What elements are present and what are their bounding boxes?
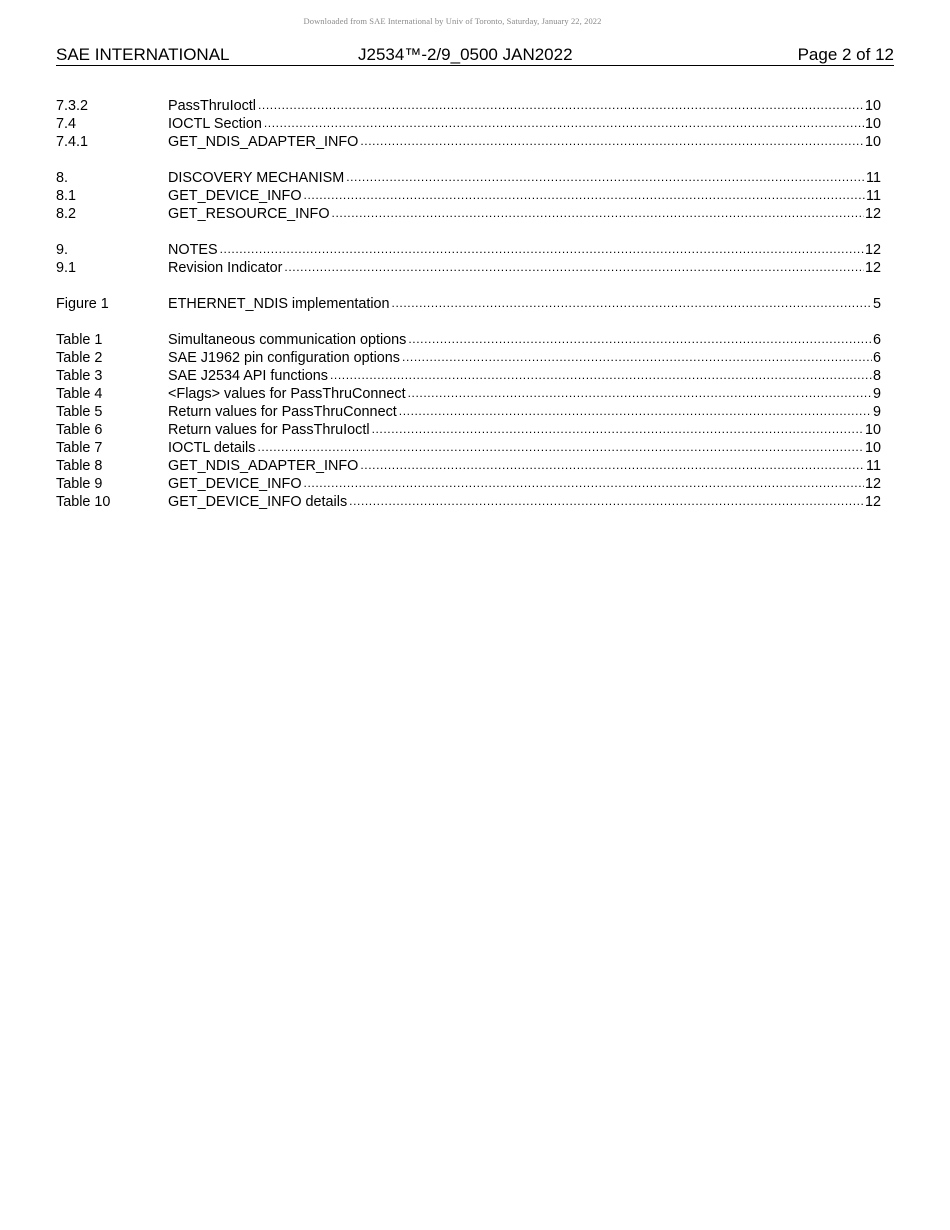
toc-dot-leader [258, 96, 864, 114]
toc-entry-number: Table 9 [56, 476, 103, 492]
toc-entry[interactable] [56, 241, 881, 259]
toc-entry-number: Table 4 [56, 386, 103, 402]
toc-entry-title[interactable]: GET_DEVICE_INFO [168, 188, 302, 204]
toc-entry-number: 9.1 [56, 260, 77, 276]
toc-entry-number: Table 5 [56, 404, 103, 420]
toc-entry-title[interactable]: NOTES [168, 242, 218, 258]
header-document-id: J2534™-2/9_0500 JAN2022 [358, 45, 573, 64]
toc-entry-number: 9. [56, 242, 69, 258]
toc-entry-number: 7.4 [56, 116, 77, 132]
toc-dot-leader [408, 384, 872, 402]
running-header [56, 45, 894, 66]
toc-dot-leader [304, 474, 864, 492]
toc-group [56, 241, 881, 277]
toc-dot-leader [284, 258, 864, 276]
header-page-number: Page 2 of 12 [797, 45, 894, 64]
toc-group [56, 331, 881, 511]
toc-dot-leader [257, 438, 864, 456]
toc-entry-page: 6 [872, 332, 881, 348]
toc-entry-page: 11 [866, 188, 881, 204]
toc-dot-leader [330, 366, 872, 384]
toc-entry[interactable] [56, 457, 881, 475]
toc-entry-page: 11 [866, 170, 881, 186]
toc-entry-page: 11 [866, 458, 881, 474]
toc-entry-page: 12 [864, 206, 881, 222]
toc-entry-title[interactable]: ETHERNET_NDIS implementation [168, 296, 390, 312]
toc-entry[interactable] [56, 439, 881, 457]
toc-dot-leader [304, 186, 866, 204]
toc-entry-number: Table 2 [56, 350, 103, 366]
header-organization: SAE INTERNATIONAL [56, 45, 230, 64]
toc-entry[interactable] [56, 169, 881, 187]
download-watermark: Downloaded from SAE International by Univ of Toronto, Saturday, January 22, 2022 [303, 16, 602, 26]
toc-entry-title[interactable]: IOCTL details [168, 440, 256, 456]
toc-entry-title[interactable]: Return values for PassThruIoctl [168, 422, 370, 438]
toc-entry-title[interactable]: IOCTL Section [168, 116, 262, 132]
toc-entry-title[interactable]: GET_NDIS_ADAPTER_INFO [168, 458, 359, 474]
toc-entry[interactable] [56, 331, 881, 349]
toc-entry-page: 12 [864, 260, 881, 276]
toc-entry[interactable] [56, 133, 881, 151]
toc-entry-page: 5 [872, 296, 881, 312]
toc-entry-title[interactable]: GET_RESOURCE_INFO [168, 206, 330, 222]
toc-entry[interactable] [56, 493, 881, 511]
toc-entry-number: Table 8 [56, 458, 103, 474]
toc-entry-page: 10 [864, 134, 881, 150]
toc-entry-number: 7.4.1 [56, 134, 89, 150]
toc-dot-leader [372, 420, 864, 438]
toc-entry[interactable] [56, 187, 881, 205]
toc-entry[interactable] [56, 367, 881, 385]
toc-entry[interactable] [56, 421, 881, 439]
toc-dot-leader [402, 348, 872, 366]
toc-entry[interactable] [56, 385, 881, 403]
toc-dot-leader [360, 456, 865, 474]
toc-entry-title[interactable]: GET_DEVICE_INFO details [168, 494, 348, 510]
toc-entry-page: 10 [864, 422, 881, 438]
toc-dot-leader [399, 402, 872, 420]
toc-entry-page: 12 [864, 242, 881, 258]
toc-entry[interactable] [56, 259, 881, 277]
toc-entry[interactable] [56, 475, 881, 493]
table-of-contents [56, 97, 881, 529]
toc-dot-leader [408, 330, 872, 348]
toc-entry-number: Table 3 [56, 368, 103, 384]
toc-entry-page: 10 [864, 116, 881, 132]
toc-entry-number: Figure 1 [56, 296, 109, 312]
toc-group [56, 295, 881, 313]
toc-entry-number: Table 7 [56, 440, 103, 456]
toc-entry-page: 8 [872, 368, 881, 384]
toc-entry-page: 10 [864, 98, 881, 114]
toc-entry[interactable] [56, 97, 881, 115]
toc-entry-title[interactable]: Return values for PassThruConnect [168, 404, 397, 420]
toc-entry-number: Table 10 [56, 494, 111, 510]
toc-entry-title[interactable]: SAE J2534 API functions [168, 368, 328, 384]
toc-entry[interactable] [56, 115, 881, 133]
toc-group [56, 169, 881, 223]
toc-entry-page: 9 [872, 386, 881, 402]
toc-entry-title[interactable]: Revision Indicator [168, 260, 283, 276]
toc-entry-page: 6 [872, 350, 881, 366]
toc-entry-page: 10 [864, 440, 881, 456]
toc-entry-number: 7.3.2 [56, 98, 89, 114]
toc-entry-number: 8. [56, 170, 69, 186]
toc-dot-leader [220, 240, 864, 258]
toc-entry-number: 8.1 [56, 188, 77, 204]
toc-entry-title[interactable]: GET_DEVICE_INFO [168, 476, 302, 492]
toc-entry-title[interactable]: PassThruIoctl [168, 98, 256, 114]
toc-dot-leader [264, 114, 864, 132]
toc-dot-leader [349, 492, 864, 510]
toc-dot-leader [346, 168, 865, 186]
toc-entry-title[interactable]: DISCOVERY MECHANISM [168, 170, 345, 186]
toc-entry[interactable] [56, 295, 881, 313]
toc-group [56, 97, 881, 151]
toc-entry[interactable] [56, 205, 881, 223]
toc-entry-title[interactable]: GET_NDIS_ADAPTER_INFO [168, 134, 359, 150]
toc-entry-title[interactable]: Simultaneous communication options [168, 332, 407, 348]
toc-entry-number: 8.2 [56, 206, 77, 222]
toc-entry[interactable] [56, 403, 881, 421]
toc-entry-page: 12 [864, 476, 881, 492]
toc-dot-leader [332, 204, 864, 222]
toc-entry-number: Table 1 [56, 332, 103, 348]
toc-entry-page: 12 [864, 494, 881, 510]
toc-dot-leader [392, 294, 872, 312]
toc-entry-title[interactable]: <Flags> values for PassThruConnect [168, 386, 406, 402]
toc-entry-title[interactable]: SAE J1962 pin configuration options [168, 350, 401, 366]
toc-entry-page: 9 [872, 404, 881, 420]
toc-entry-number: Table 6 [56, 422, 103, 438]
toc-dot-leader [360, 132, 864, 150]
toc-entry[interactable] [56, 349, 881, 367]
